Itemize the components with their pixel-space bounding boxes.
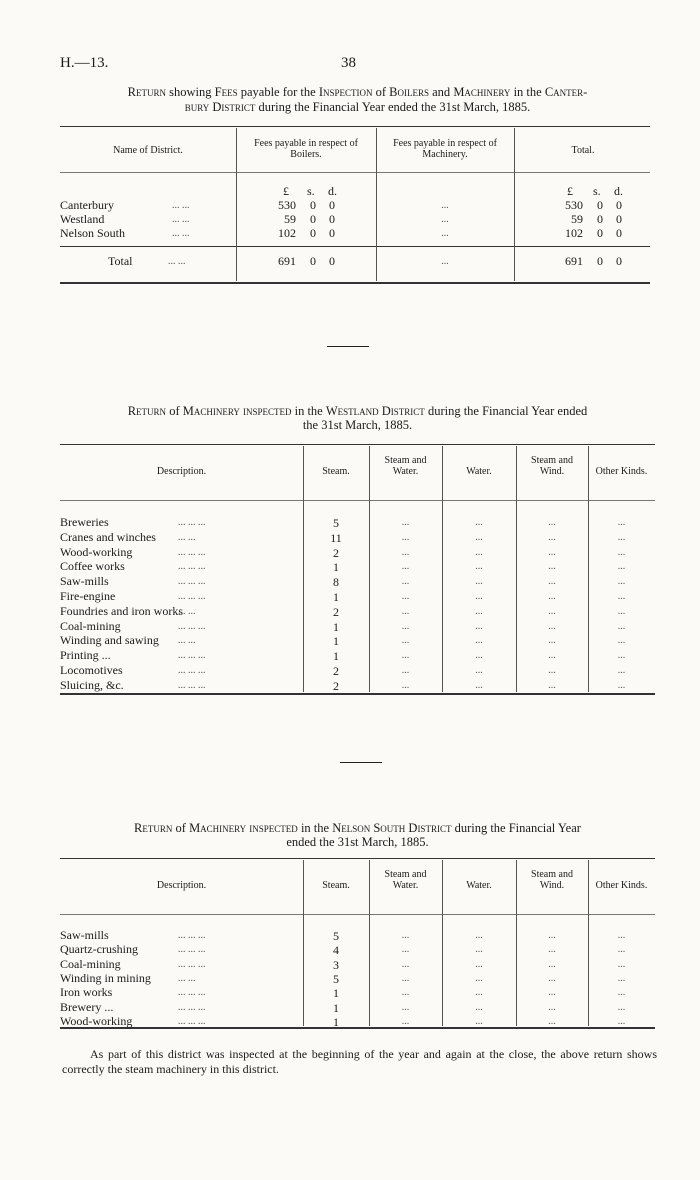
table3-empty-cell: ... [475, 1015, 483, 1027]
leader-dots: ... ... ... [178, 944, 206, 956]
table3-header-steam-water: Steam and Water. [384, 869, 427, 891]
table3-steam-count: 4 [333, 943, 339, 958]
total-fee-pounds: 102 [565, 226, 583, 240]
table3-col-divider [303, 860, 304, 1026]
leader-dots: ... ... [178, 635, 196, 647]
table2-header-steam-wind: Steam and Wind. [531, 455, 573, 477]
table3-steam-count: 1 [333, 986, 339, 1001]
boilers-pound-header: £ [283, 184, 289, 198]
table2-description: Fire-engine [60, 589, 116, 603]
table2-title: Return of Machinery inspected in the Westland District during the Financial Year ended [127, 404, 588, 418]
table2-col-divider [303, 446, 304, 692]
table2-steam-count: 5 [333, 516, 339, 530]
table2-steam-count: 1 [333, 619, 339, 634]
table1-header-total: Total. [571, 145, 595, 156]
table1-header-rule [60, 172, 650, 173]
section-separator [340, 762, 382, 763]
leader-dots: ... ... ... [178, 546, 206, 558]
table3-empty-cell: ... [548, 1001, 556, 1013]
table3-steam-count: 1 [333, 1014, 339, 1029]
table3-steam-count: 1 [333, 1000, 339, 1015]
boilers-shilling-header: s. [307, 184, 315, 198]
table2-empty-cell: ... [617, 546, 626, 558]
table2-empty-cell: ... [617, 665, 626, 676]
table2-empty-cell: ... [475, 605, 483, 617]
total-row-boilers-pence: 0 [329, 254, 335, 268]
boilers-fee-shillings: 0 [310, 226, 316, 240]
table3-empty-cell: ... [617, 1015, 626, 1027]
table2-empty-cell: ... [617, 576, 626, 588]
table2-empty-cell: ... [401, 546, 410, 558]
table3-description: Iron works [60, 985, 113, 1000]
boilers-fee-shillings: 0 [310, 198, 316, 212]
leader-dots: ... ... [178, 531, 196, 543]
table1-header-boilers: Fees payable in respect of Boilers. [254, 138, 358, 160]
table2-empty-cell: ... [617, 620, 626, 632]
boilers-pence-header: d. [328, 184, 337, 198]
table3-empty-cell: ... [617, 944, 626, 956]
table2-empty-cell: ... [401, 605, 410, 617]
table2-empty-cell: ... [617, 605, 626, 617]
table2-empty-cell: ... [475, 546, 483, 558]
table1-total-rule [60, 246, 650, 247]
table1-bottom-rule [60, 282, 650, 284]
table3-empty-cell: ... [548, 944, 556, 956]
leader-dots: ... ... ... [178, 665, 206, 676]
total-fee-pounds: 530 [565, 198, 583, 212]
total-fee-pence: 0 [616, 212, 622, 226]
table2-empty-cell: ... [548, 650, 556, 662]
leader-dots: ... ... [172, 200, 190, 211]
table2-description: Coffee works [60, 559, 125, 574]
total-pence-header: d. [614, 184, 623, 198]
table1-title: Return showing Fees payable for the Inspection of Boilers and Machinery in the Canter- [127, 85, 588, 99]
table2-empty-cell: ... [401, 517, 410, 528]
table2-steam-count: 2 [333, 678, 339, 693]
table2-header-rule [60, 500, 655, 501]
table2-bottom-rule [60, 693, 655, 695]
table2-header-water: Water. [466, 466, 492, 477]
table2-empty-cell: ... [401, 561, 410, 573]
table2-empty-cell: ... [548, 620, 556, 632]
table2-empty-cell: ... [401, 665, 410, 676]
table2-empty-cell: ... [548, 561, 556, 573]
table3-empty-cell: ... [548, 1015, 556, 1027]
boilers-fee-pounds: 59 [284, 212, 296, 226]
leader-dots: ... ... ... [178, 620, 206, 632]
table2-empty-cell: ... [548, 546, 556, 558]
table3-description: Wood-working [60, 1013, 133, 1028]
table2-empty-cell: ... [548, 576, 556, 588]
machinery-fee: ... [441, 200, 449, 211]
table3-header-steam-wind: Steam and Wind. [531, 869, 573, 891]
table1-header-machinery: Fees payable in respect of Machinery. [393, 138, 497, 160]
table2-empty-cell: ... [475, 665, 483, 676]
total-fee-shillings: 0 [597, 226, 603, 240]
table2-empty-cell: ... [475, 576, 483, 588]
leader-dots: ... ... ... [178, 591, 206, 602]
table2-empty-cell: ... [548, 517, 556, 528]
boilers-fee-pence: 0 [329, 212, 335, 226]
table3-empty-cell: ... [475, 944, 483, 956]
district-name: Nelson South [60, 226, 126, 240]
table2-empty-cell: ... [617, 561, 626, 573]
table2-steam-count: 11 [330, 530, 342, 545]
table2-empty-cell: ... [475, 531, 483, 543]
table2-header-steam-water: Steam and Water. [384, 455, 427, 477]
total-row-boilers-shillings: 0 [310, 254, 316, 268]
leader-dots: ... ... ... [178, 958, 206, 970]
table3-empty-cell: ... [475, 930, 483, 941]
table3-empty-cell: ... [401, 958, 410, 970]
table3-empty-cell: ... [401, 987, 410, 999]
boilers-fee-pounds: 530 [278, 198, 296, 212]
table2-empty-cell: ... [401, 650, 410, 662]
table2-empty-cell: ... [475, 635, 483, 647]
leader-dots: ... ... ... [178, 561, 206, 573]
table2-empty-cell: ... [617, 591, 626, 602]
table2-empty-cell: ... [548, 591, 556, 602]
leader-dots: ... ... ... [178, 576, 206, 588]
table3-description: Saw-mills [60, 928, 109, 942]
table3-header-steam: Steam. [322, 880, 350, 891]
table3-empty-cell: ... [401, 1001, 410, 1013]
table1-header-district: Name of District. [113, 145, 183, 156]
table2-description: Breweries [60, 515, 109, 529]
table2-description: Wood-working [60, 544, 133, 559]
table2-empty-cell: ... [401, 620, 410, 632]
table2-empty-cell: ... [548, 635, 556, 647]
table2-empty-cell: ... [617, 517, 626, 528]
machinery-fee: ... [441, 228, 449, 239]
table1-top-rule [60, 126, 650, 127]
table3-empty-cell: ... [548, 958, 556, 970]
leader-dots: ... ... ... [178, 517, 206, 528]
leader-dots: ... ... [168, 256, 186, 267]
table2-header-steam: Steam. [322, 466, 350, 477]
boilers-fee-pence: 0 [329, 226, 335, 240]
table3-bottom-rule [60, 1027, 655, 1029]
total-pound-header: £ [567, 184, 573, 198]
table2-empty-cell: ... [548, 679, 556, 691]
table3-empty-cell: ... [401, 944, 410, 956]
total-row-total-pounds: 691 [565, 254, 583, 268]
table2-description: Saw-mills [60, 574, 109, 589]
table3-empty-cell: ... [401, 972, 410, 984]
table3-empty-cell: ... [617, 972, 626, 984]
table3-description: Winding in mining [60, 970, 151, 985]
table2-steam-count: 1 [333, 590, 339, 604]
table3-header-water: Water. [466, 880, 492, 891]
district-name: Westland [60, 212, 105, 226]
table2-empty-cell: ... [475, 620, 483, 632]
total-row-total-shillings: 0 [597, 254, 603, 268]
total-fee-pounds: 59 [571, 212, 583, 226]
table3-empty-cell: ... [475, 972, 483, 984]
table2-steam-count: 1 [333, 560, 339, 575]
table2-empty-cell: ... [475, 679, 483, 691]
table2-empty-cell: ... [617, 635, 626, 647]
table2-description: Winding and sawing [60, 633, 159, 648]
table2-description: Coal-mining [60, 618, 121, 633]
table3-steam-count: 5 [333, 929, 339, 943]
table2-empty-cell: ... [548, 605, 556, 617]
table3-title: Return of Machinery inspected in the Nelson South District during the Financial Year [134, 821, 581, 835]
leader-dots: ... ... ... [178, 987, 206, 999]
running-header-ref: H.—13. [60, 55, 109, 71]
table2-header-other-kinds: Other Kinds. [595, 466, 648, 477]
table2-empty-cell: ... [401, 576, 410, 588]
table3-steam-count: 5 [333, 971, 339, 986]
table2-description: Locomotives [60, 663, 123, 677]
table3-description: Brewery ... [60, 999, 114, 1014]
table2-empty-cell: ... [401, 531, 410, 543]
total-fee-shillings: 0 [597, 198, 603, 212]
table2-empty-cell: ... [475, 591, 483, 602]
machinery-fee: ... [441, 214, 449, 225]
table3-description: Quartz-crushing [60, 942, 138, 957]
total-fee-pence: 0 [616, 198, 622, 212]
leader-dots: ... ... ... [178, 679, 206, 691]
leader-dots: ... ... [172, 214, 190, 225]
table2-description: Sluicing, &c. [60, 677, 124, 692]
table2-empty-cell: ... [401, 679, 410, 691]
table3-empty-cell: ... [475, 1001, 483, 1013]
table1-col-divider [376, 128, 377, 281]
table3-empty-cell: ... [548, 987, 556, 999]
table3-empty-cell: ... [617, 1001, 626, 1013]
table3-title-line2: ended the 31st March, 1885. [286, 835, 429, 849]
leader-dots: ... ... [178, 605, 196, 617]
table3-header-description: Description. [156, 880, 207, 891]
table3-empty-cell: ... [475, 958, 483, 970]
table3-empty-cell: ... [548, 930, 556, 941]
table2-steam-count: 1 [333, 649, 339, 664]
table3-empty-cell: ... [617, 930, 626, 941]
table3-top-rule [60, 858, 655, 859]
table2-steam-count: 1 [333, 634, 339, 649]
leader-dots: ... ... [178, 972, 196, 984]
table2-empty-cell: ... [475, 517, 483, 528]
table1-col-divider [236, 128, 237, 281]
boilers-fee-pounds: 102 [278, 226, 296, 240]
table3-header-other-kinds: Other Kinds. [595, 880, 648, 891]
table3-empty-cell: ... [401, 1015, 410, 1027]
total-shilling-header: s. [593, 184, 601, 198]
table2-empty-cell: ... [548, 665, 556, 676]
table2-empty-cell: ... [617, 650, 626, 662]
table2-empty-cell: ... [475, 650, 483, 662]
table3-empty-cell: ... [617, 987, 626, 999]
table2-title-line2: the 31st March, 1885. [302, 418, 413, 432]
table1-title-line2: bury District during the Financial Year ended the 31st March, 1885. [184, 100, 531, 114]
total-fee-shillings: 0 [597, 212, 603, 226]
table2-empty-cell: ... [475, 561, 483, 573]
table2-steam-count: 8 [333, 575, 339, 590]
table3-header-rule [60, 914, 655, 915]
table2-description: Printing ... [60, 648, 111, 663]
district-name: Canterbury [60, 198, 114, 212]
total-row-total-pence: 0 [616, 254, 622, 268]
leader-dots: ... ... ... [178, 1015, 206, 1027]
table2-description: Cranes and winches [60, 529, 156, 544]
table2-empty-cell: ... [401, 635, 410, 647]
table2-steam-count: 2 [333, 664, 339, 678]
table2-description: Foundries and iron works [60, 603, 183, 618]
leader-dots: ... ... ... [178, 1001, 206, 1013]
table2-empty-cell: ... [401, 591, 410, 602]
table2-steam-count: 2 [333, 545, 339, 560]
table2-steam-count: 2 [333, 604, 339, 619]
table2-empty-cell: ... [617, 531, 626, 543]
table3-description: Coal-mining [60, 956, 121, 971]
section-separator [327, 346, 369, 347]
leader-dots: ... ... [172, 228, 190, 239]
table3-empty-cell: ... [617, 958, 626, 970]
table3-empty-cell: ... [548, 972, 556, 984]
boilers-fee-shillings: 0 [310, 212, 316, 226]
boilers-fee-pence: 0 [329, 198, 335, 212]
table2-empty-cell: ... [548, 531, 556, 543]
total-row-boilers-pounds: 691 [278, 254, 296, 268]
table3-empty-cell: ... [401, 930, 410, 941]
table2-top-rule [60, 444, 655, 445]
table3-steam-count: 3 [333, 957, 339, 972]
total-fee-pence: 0 [616, 226, 622, 240]
table2-header-description: Description. [156, 466, 207, 477]
footnote-paragraph: As part of this district was inspected at the beginning of the year and again at the close, the above return shows correctly the steam machinery in this district. [62, 1047, 657, 1076]
total-row-machinery: ... [441, 256, 449, 267]
table1-col-divider [514, 128, 515, 281]
page-number: 38 [341, 55, 356, 71]
table3-empty-cell: ... [475, 987, 483, 999]
table2-empty-cell: ... [617, 679, 626, 691]
total-label: Total [108, 254, 133, 268]
leader-dots: ... ... ... [178, 650, 206, 662]
leader-dots: ... ... ... [178, 930, 206, 941]
